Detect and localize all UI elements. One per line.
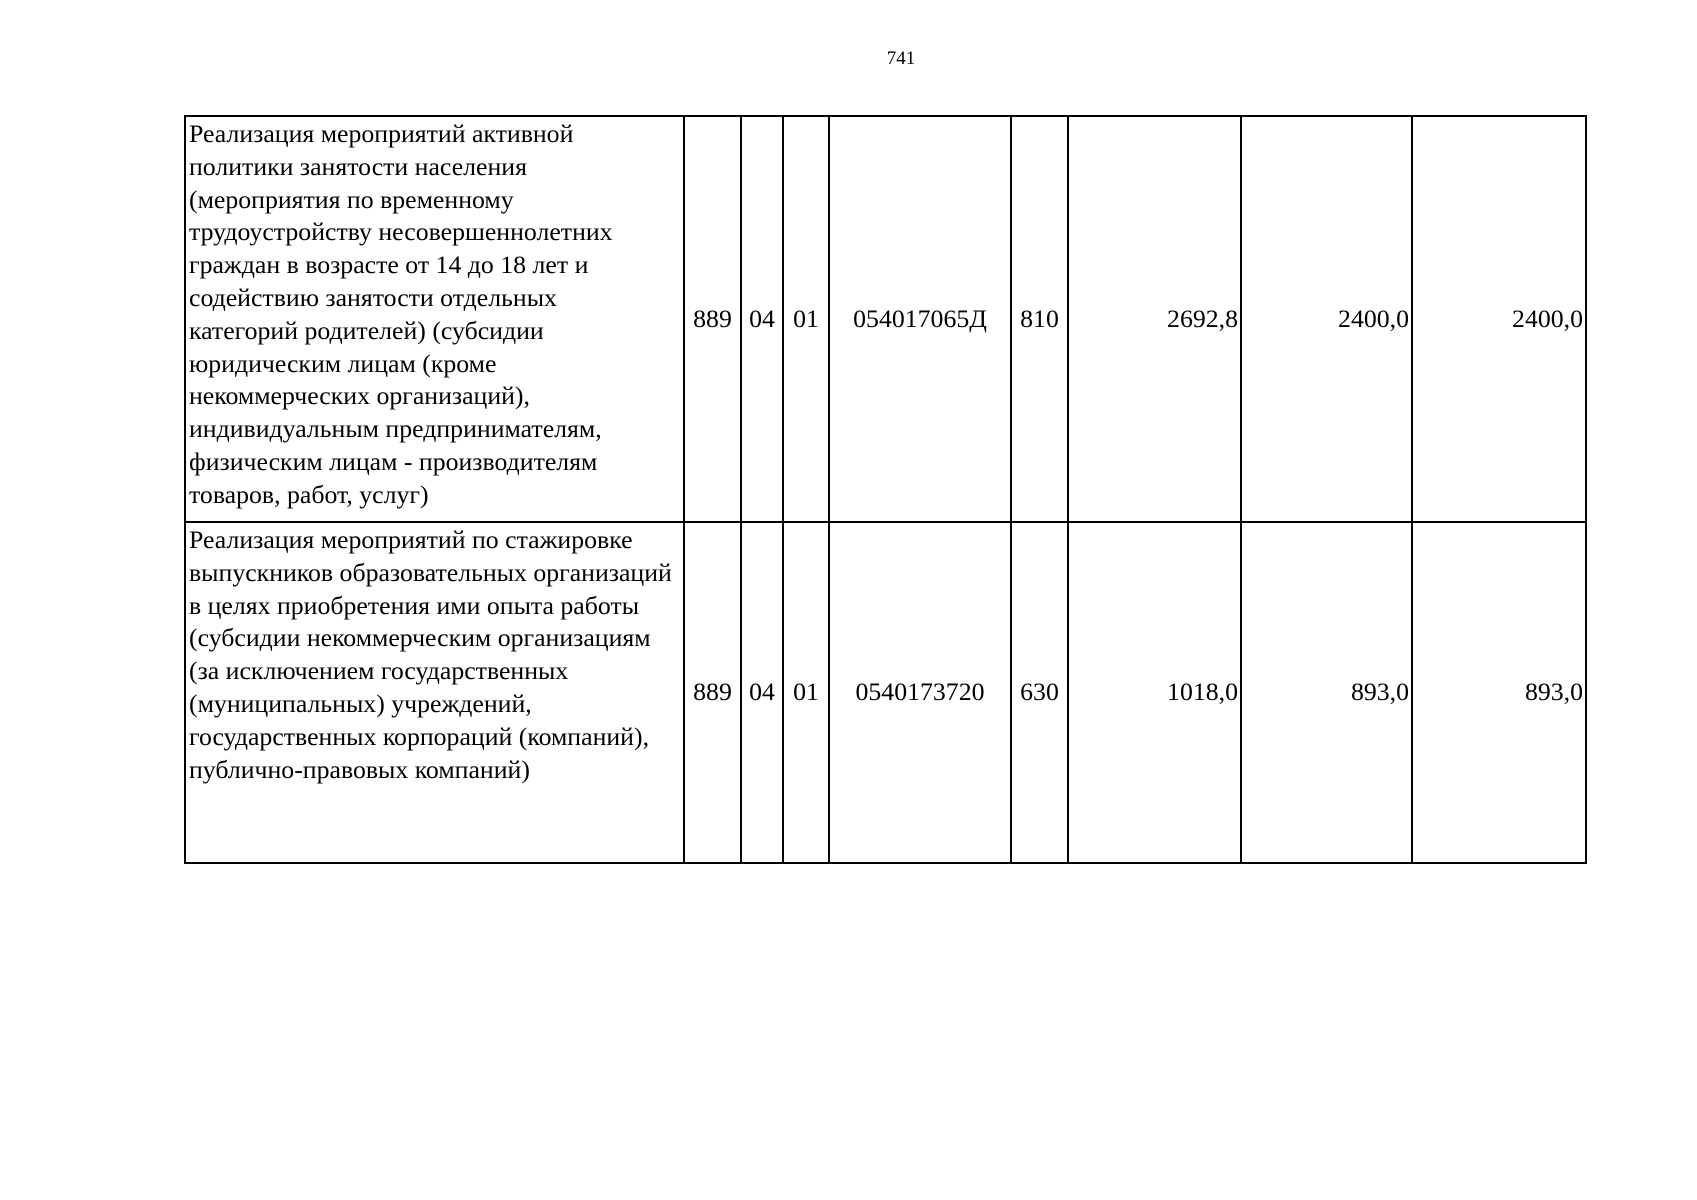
row-description: Реализация мероприятий активной политики занятости населения (мероприятия по временному трудоустройству несовершеннолетних граждан в возрасте от 14 до 18 лет и содействию занятости отдельных категорий родителей) (субсидии юридическим лицам (кроме некоммерческих организаций), индивидуальным предпринимателям, физическим лицам - производителям товаров, работ, услуг) [185,116,684,522]
code-cell-5: 810 [1011,116,1068,522]
code-cell-5: 630 [1011,522,1068,863]
amount-cell-2: 893,0 [1241,522,1412,863]
code-cell-1: 889 [684,522,741,863]
code-cell-3: 01 [783,116,829,522]
code-cell-2: 04 [741,116,783,522]
table-row [185,522,1586,863]
page-number: 741 [886,48,916,69]
amount-cell-2: 2400,0 [1241,116,1412,522]
code-cell-1: 889 [684,116,741,522]
amount-cell-1: 1018,0 [1068,522,1241,863]
amount-cell-3: 2400,0 [1412,116,1586,522]
code-cell-2: 04 [741,522,783,863]
code-cell-4: 054017065Д [829,116,1011,522]
code-cell-4: 0540173720 [829,522,1011,863]
budget-table [184,115,1587,864]
code-cell-3: 01 [783,522,829,863]
amount-cell-3: 893,0 [1412,522,1586,863]
amount-cell-1: 2692,8 [1068,116,1241,522]
row-description: Реализация мероприятий по стажировке выпускников образовательных организаций в целях приобретения ими опыта работы (субсидии некоммерческим организациям (за исключением государственных (муниципальных) учреждений, государственных корпораций (компаний), публично-правовых компаний) [185,522,684,863]
table-row [185,116,1586,522]
